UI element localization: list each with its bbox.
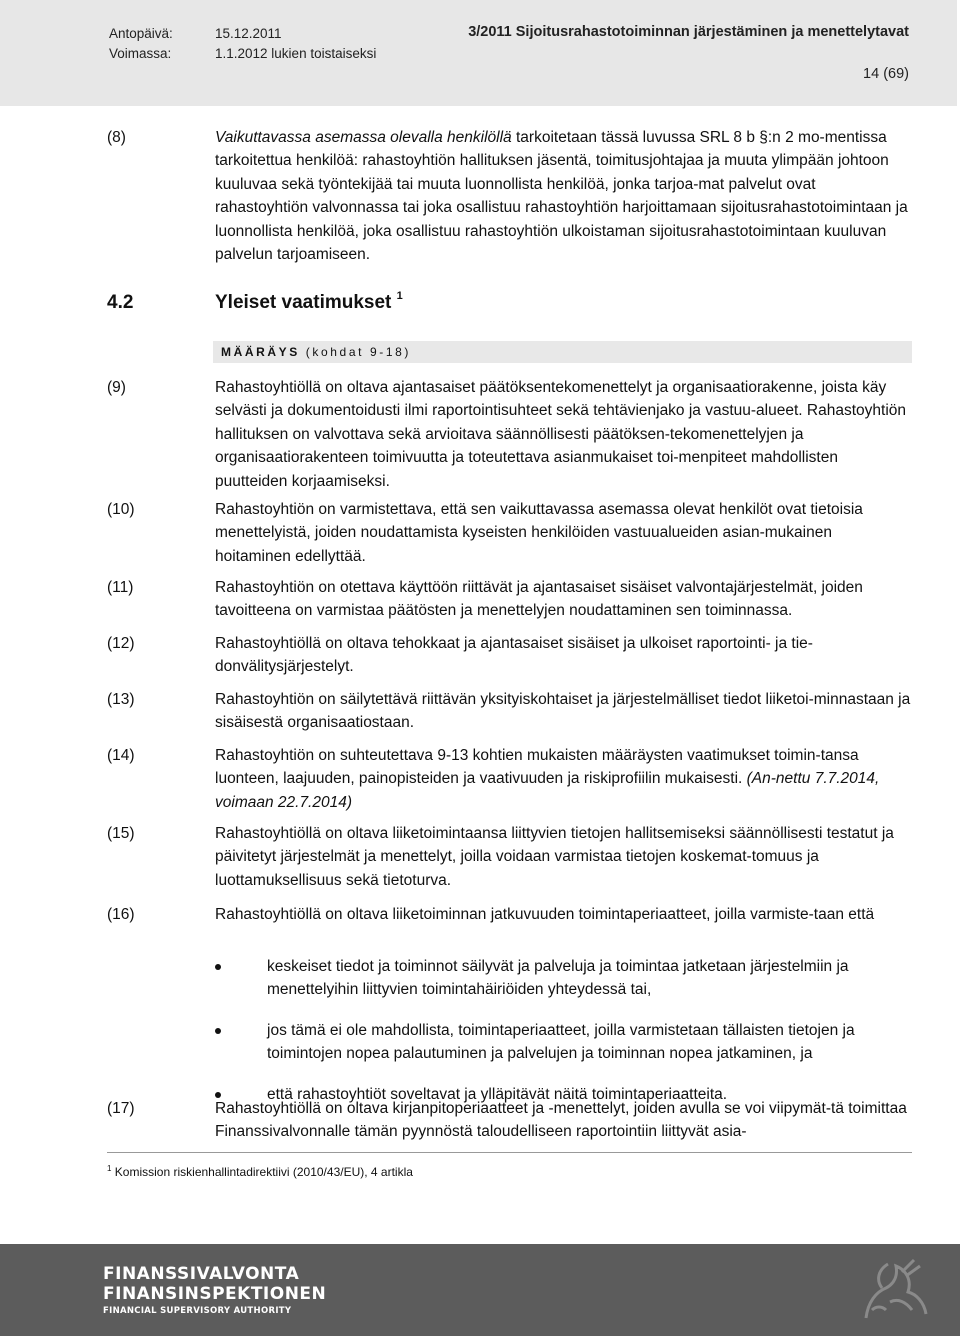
paragraph-17 [107,1097,912,1144]
paragraph-number: (14) [107,747,135,764]
brand-name-en: FINANCIAL SUPERVISORY AUTHORITY [103,1306,292,1316]
paragraph-text: Rahastoyhtiöllä on oltava liiketoiminnan jatkuvuuden toimintaperiaatteet, joilla varmiste-taan että [215,906,875,923]
regulation-scope: (kohdat 9-18) [299,345,411,359]
paragraph-number: (16) [107,906,135,923]
paragraph-number: (17) [107,1100,135,1117]
list-item [215,955,912,1002]
amendment-note: (An-nettu 7.7.2014, voimaan 22.7.2014) [215,770,880,811]
paragraph-12 [107,632,912,679]
brand-name-fi: FINANSSIVALVONTA [103,1264,300,1284]
paragraph-number: (8) [107,129,126,146]
paragraph-text: Rahastoyhtiöllä on oltava ajantasaiset päätöksentekomenettelyt ja organisaatiorakenne, joista käy selvästi ja dokumentoidusti ilmi raportointisuhteet sekä tehtävienjako ja vastuu-alueet. Rahastoyhtiön hallituksen on valvottava sekä arvioitava säännöllisesti päätöksen-tekomenettelyjen ja organisaatiorakenteen toimivuutta ja toteutettava asianmukaiset toi-menpiteet mahdollisten puutteiden korjaamiseksi. [215,379,906,490]
section-number: 4.2 [107,292,134,313]
paragraph-8 [107,126,912,266]
paragraph-text: Rahastoyhtiöllä on oltava liiketoimintaansa liittyvien tietojen hallitsemiseksi säännöllisesti testatut ja päivitetyt järjestelmät ja menettelyt, joilla voidaan varmistaa tietojen koskemat-tomuus ja luottamuksellisuus sekä tietoturva. [215,825,894,889]
paragraph-number: (13) [107,691,135,708]
footnote-divider [107,1152,912,1153]
paragraph-number: (15) [107,825,135,842]
footnote [107,1164,413,1179]
paragraph-16 [107,903,912,926]
paragraph-number: (12) [107,635,135,652]
lion-emblem-icon [846,1252,936,1328]
paragraph-text [215,126,912,266]
paragraph-body: Rahastoyhtiön on suhteutettava 9-13 kohtien mukaisten määräysten vaatimukset toimin-tansa luonteen, laajuuden, painopisteiden ja vaativuuden ja riskiprofiilin mukaisesti. [215,747,859,788]
footnote-text: Komission riskienhallintadirektiivi (2010/43/EU), 4 artikla [114,1165,413,1179]
page-number: 14 (69) [863,66,909,82]
paragraph-13 [107,688,912,735]
issue-date-value: 15.12.2011 [215,26,282,41]
list-item [215,1019,912,1066]
list-item-text: että rahastoyhtiöt soveltavat ja ylläpitävät näitä toimintaperiaatteita. [267,1085,728,1103]
section-heading [107,290,403,314]
regulation-banner [213,341,912,363]
paragraph-text: Rahastoyhtiöllä on oltava tehokkaat ja ajantasaiset sisäiset ja ulkoiset raportointi- ja tie-donvälitysjärjestelyt. [215,635,813,676]
footnote-mark: 1 [107,1164,112,1173]
paragraph-9 [107,376,912,493]
document-title: 3/2011 Sijoitusrahastotoiminnan järjestäminen ja menettelytavat [468,24,909,40]
paragraph-10 [107,498,912,568]
paragraph-number: (11) [107,579,134,596]
paragraph-number: (10) [107,501,135,518]
paragraph-body: tarkoitetaan tässä luvussa SRL 8 b §:n 2 mo-mentissa tarkoitettua henkilöä: rahastoyhtiön hallituksen jäsentä, toimitusjohtajaa ja muuta ylimpään johtoon kuuluvaa sekä työntekijää tai muuta luonnollista henkilöä, jonka tarjoa-mat palvelut ovat rahastoyhtiön valvonnassa tai joka osallistuu rahastoyhtiön harjoittamaan sijoitusrahastotoimintaan ja luonnollista henkilöä, joka osallistuu rahastoyhtiön ulkoistaman sijoitusrahastotoimintaan kuuluvan palvelun tarjoamiseen. [215,129,908,264]
issue-date-label: Antopäivä: [109,26,173,41]
italic-term: Vaikuttavassa asemassa olevalla henkilöllä [215,129,512,146]
bullet-icon [215,1028,221,1034]
paragraph-15 [107,822,912,892]
footnote-ref: 1 [396,290,403,302]
paragraph-text: Rahastoyhtiön on varmistettava, että sen vaikuttavassa asemassa olevat henkilöt ovat tietoisia menettelyistä, joiden noudattamista kyseisten henkilöiden vastuualueiden asian-mukainen hoitaminen edellyttää. [215,501,863,565]
valid-label: Voimassa: [109,46,172,61]
page-footer [0,1244,960,1336]
section-title: Yleiset vaatimukset [215,292,392,313]
list-item-text: keskeiset tiedot ja toiminnot säilyvät ja palveluja ja toimintaa jatketaan järjestelmiin ja menettelyihin liittyvien toimintahäiriöiden yhteydessä tai, [267,958,849,999]
paragraph-11 [107,576,912,623]
paragraph-text: Rahastoyhtiön on otettava käyttöön riittävät ja ajantasaiset sisäiset valvontajärjestelmät, joiden tavoitteena on varmistaa päätösten ja menettelyjen noudattaminen sen toiminnassa. [215,579,863,620]
list-item-text: jos tämä ei ole mahdollista, toimintaperiaatteet, joilla varmistetaan tällaisten tietojen ja toimintojen nopea palautuminen ja palvelujen ja toiminnan nopea jatkaminen, ja [267,1021,855,1063]
valid-value: 1.1.2012 lukien toistaiseksi [215,46,377,61]
paragraph-text: Rahastoyhtiöllä on oltava kirjanpitoperiaatteet ja -menettelyt, joiden avulla se voi viipymät-tä toimittaa Finanssivalvonnalle tämän pyynnöstä taloudelliseen raportointiin liittyvät asia- [215,1100,907,1141]
paragraph-number: (9) [107,379,126,396]
paragraph-text [215,744,912,814]
paragraph-text: Rahastoyhtiön on säilytettävä riittävän yksityiskohtaiset ja järjestelmälliset tiedot liiketoi-minnastaan ja sisäisestä organisaatiostaan. [215,691,911,732]
regulation-label: MÄÄRÄYS [221,345,300,359]
brand-logo-text [103,1264,326,1318]
bullet-icon [215,964,221,970]
paragraph-14 [107,744,912,814]
brand-name-sv: FINANSINSPEKTIONEN [103,1284,327,1304]
document-header [0,0,957,106]
